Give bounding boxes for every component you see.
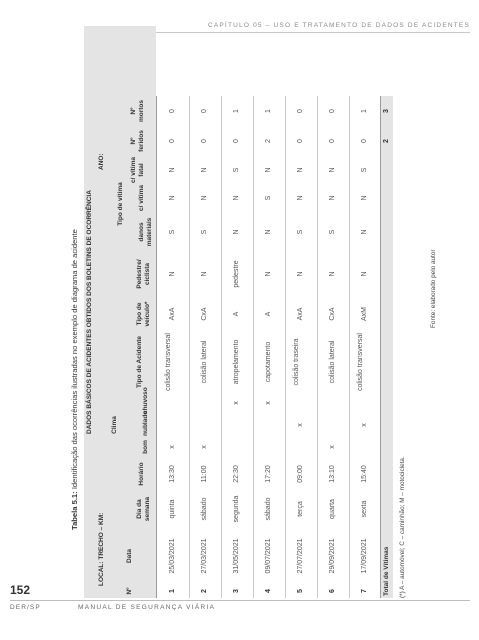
cell-ped: N <box>201 271 208 277</box>
cell-vit: N <box>361 195 368 201</box>
cell-danos: S <box>297 229 304 235</box>
cell-tipo: colisão transversal <box>357 333 364 391</box>
cell-ped: N <box>265 271 272 277</box>
cell-ped: pedestre <box>233 260 240 288</box>
cell-mortos: 1 <box>265 109 272 113</box>
table-title: DADOS BÁSICOS DE ACIDENTES OBTIDOS DOS BOLETINS DE OCORRÊNCIA <box>86 190 93 434</box>
cell-hora: 22:30 <box>233 465 240 483</box>
cell-n: 3 <box>233 589 240 593</box>
cell-tipo: colisão traseira <box>293 338 300 386</box>
cell-tipo: atropelamento <box>233 339 240 385</box>
cell-veic: AxA <box>297 307 304 321</box>
cell-veic: A <box>233 311 240 317</box>
table-footnote: (*) A – automóvel; C – caminhão; M – motocicleta. <box>399 456 406 598</box>
cell-ped: N <box>169 271 176 277</box>
cell-mortos: 1 <box>233 109 240 113</box>
local-label: LOCAL: TRECHO – KM: <box>98 512 105 586</box>
manual-title: MANUAL DE SEGURANÇA VIÁRIA <box>78 604 216 611</box>
cell-data: 17/09/2021 <box>361 538 368 574</box>
header-num: Nº <box>126 587 133 595</box>
cell-hora: 17:20 <box>265 465 272 483</box>
cell-vit: N <box>233 195 240 201</box>
caption-text: Identificação das ocorrências ilustradas no exemplo de diagrama de acidente <box>70 229 79 492</box>
cell-n: 2 <box>201 589 208 593</box>
caption-label: Tabela 5.1: <box>70 491 79 530</box>
cell-danos: N <box>361 229 368 235</box>
total-mortos: 3 <box>383 109 390 113</box>
row-divider <box>317 96 318 598</box>
cell-veic: A <box>265 311 272 317</box>
cell-chuvoso: x <box>233 401 240 405</box>
header-feridos: Nº feridos <box>130 130 145 152</box>
cell-fatal: N <box>329 167 336 173</box>
cell-vit: N <box>297 195 304 201</box>
row-divider <box>221 96 222 598</box>
header-divider <box>156 96 157 598</box>
table-caption <box>70 229 79 530</box>
cell-vit: N <box>169 195 176 201</box>
cell-vit: N <box>329 195 336 201</box>
header-pedestre: Pedestre/ ciclista <box>136 259 151 289</box>
row-divider <box>189 96 190 598</box>
header-nublado: nublado <box>142 410 149 436</box>
cell-veic: AxA <box>169 307 176 321</box>
cell-feridos: 2 <box>265 139 272 143</box>
cell-dia: sábado <box>201 497 208 521</box>
header-chuvoso: chuvoso <box>142 387 149 414</box>
cell-ped: N <box>297 271 304 277</box>
cell-dia: quinta <box>169 499 176 519</box>
cell-dia: quarta <box>329 499 336 519</box>
cell-data: 09/07/2021 <box>265 538 272 574</box>
cell-fatal: S <box>361 167 368 173</box>
cell-nublado: x <box>361 423 368 427</box>
header-tipo-vitima: Tipo de vítima <box>117 182 124 226</box>
cell-n: 1 <box>169 589 176 593</box>
footer-rule <box>10 600 470 601</box>
cell-bom: x <box>329 445 336 449</box>
cell-veic: CxA <box>329 307 336 321</box>
total-band <box>381 96 393 598</box>
cell-feridos: 0 <box>297 139 304 143</box>
cell-danos: S <box>329 229 336 235</box>
page-number: 152 <box>10 583 31 597</box>
cell-danos: S <box>201 229 208 235</box>
cell-feridos: 0 <box>329 139 336 143</box>
cell-data: 31/05/2021 <box>233 538 240 574</box>
cell-dia: sexta <box>361 500 368 518</box>
row-divider <box>285 96 286 598</box>
row-divider <box>349 96 350 598</box>
header-danos: danos materiais <box>138 217 153 247</box>
chapter-header: CAPÍTULO 05 – USO E TRATAMENTO DE DADOS DE ACIDENTES <box>207 22 470 29</box>
row-divider <box>253 96 254 598</box>
header-mortos: Nº mortos <box>130 99 145 123</box>
cell-data: 29/09/2021 <box>329 538 336 574</box>
cell-mortos: 1 <box>361 109 368 113</box>
cell-tipo: colisão lateral <box>329 340 336 384</box>
cell-feridos: 0 <box>201 139 208 143</box>
cell-dia: sábado <box>265 497 272 521</box>
cell-danos: S <box>169 229 176 235</box>
cell-dia: terça <box>297 501 304 517</box>
cell-veic: CxA <box>201 307 208 321</box>
cell-ped: N <box>361 271 368 277</box>
cell-feridos: 0 <box>361 139 368 143</box>
cell-mortos: 0 <box>297 109 304 113</box>
cell-fatal: N <box>297 167 304 173</box>
cell-tipo: capotamento <box>265 341 272 383</box>
cell-danos: N <box>233 229 240 235</box>
cell-fatal: N <box>265 167 272 173</box>
cell-vit: N <box>201 195 208 201</box>
cell-dia: segunda <box>233 495 240 523</box>
table-source: Fonte: elaborado pelo autor <box>430 249 437 328</box>
cell-fatal: S <box>233 167 240 173</box>
cell-bom: x <box>169 445 176 449</box>
cell-hora: 11:00 <box>201 465 208 483</box>
cell-hora: 15:40 <box>361 465 368 483</box>
cell-vit: S <box>265 195 272 201</box>
cell-data: 27/03/2021 <box>201 538 208 574</box>
cell-veic: AxM <box>361 307 368 321</box>
cell-feridos: 0 <box>169 139 176 143</box>
cell-bom: x <box>201 445 208 449</box>
header-dia: Dia da semana <box>136 496 151 522</box>
header-clima: Clima <box>111 416 118 434</box>
cell-mortos: 0 <box>201 109 208 113</box>
header-tipo-acidente: Tipo de Acidente <box>136 336 143 389</box>
cell-chuvoso: x <box>265 401 272 405</box>
cell-fatal: N <box>201 167 208 173</box>
header-tipo-veiculo: Tipo de veículo* <box>136 301 151 327</box>
cell-fatal: N <box>169 167 176 173</box>
cell-tipo: colisão transversal <box>165 333 172 391</box>
cell-mortos: 0 <box>329 109 336 113</box>
cell-hora: 13:30 <box>169 465 176 483</box>
cell-n: 6 <box>329 589 336 593</box>
header-bom: bom <box>142 440 149 454</box>
total-feridos: 2 <box>383 139 390 143</box>
cell-mortos: 0 <box>169 109 176 113</box>
cell-ped: N <box>329 271 336 277</box>
publisher: DER/SP <box>10 604 41 611</box>
header-vitima-fatal: c/ vítima fatal <box>130 157 145 184</box>
total-label: Total de Vítimas <box>383 546 390 596</box>
cell-tipo: colisão lateral <box>201 340 208 384</box>
cell-data: 25/03/2021 <box>169 538 176 574</box>
ano-label: ANO: <box>98 153 105 170</box>
header-vitima: c/ vítima <box>138 185 145 212</box>
rotated-table-area <box>58 0 458 598</box>
cell-n: 5 <box>297 589 304 593</box>
header-horario: Horário <box>138 462 145 486</box>
cell-nublado: x <box>297 423 304 427</box>
cell-hora: 09:00 <box>297 465 304 483</box>
cell-n: 7 <box>361 589 368 593</box>
cell-danos: N <box>265 229 272 235</box>
cell-data: 27/07/2021 <box>297 538 304 574</box>
cell-feridos: 0 <box>233 139 240 143</box>
cell-hora: 13:10 <box>329 465 336 483</box>
cell-n: 4 <box>265 589 272 593</box>
header-data: Data <box>126 548 133 564</box>
